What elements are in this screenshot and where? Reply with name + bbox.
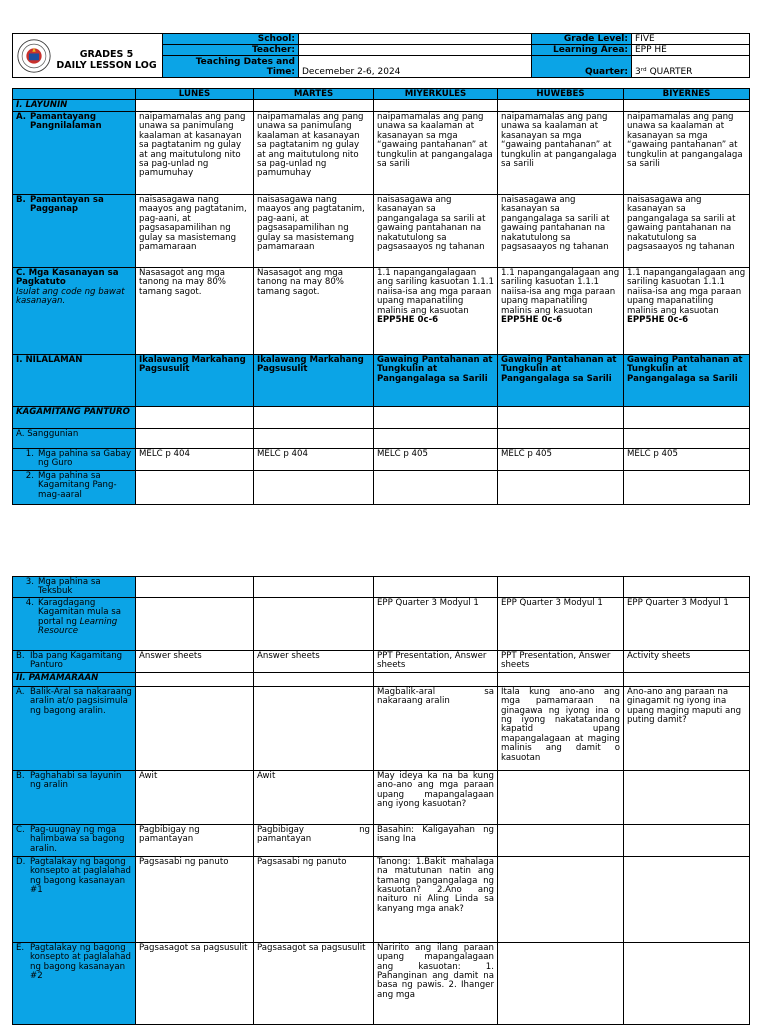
pamantayan-sa-pagganap-row bbox=[13, 195, 750, 268]
teksbuk-row bbox=[13, 577, 750, 598]
table-cell: May ideya ka na ba kung ano-ano ang mga paraan upang mapangalagaan ang iyong kasuotan? bbox=[374, 770, 498, 824]
pamantayan-sa-pagganap-label: B. Pamantayan sa Pagganap bbox=[13, 195, 136, 268]
table-cell: Pagsasabi ng panuto bbox=[136, 856, 254, 942]
teacher-value[interactable] bbox=[299, 45, 532, 56]
iba-pang-kagamitan-label: B. Iba pang Kagamitang Panturo bbox=[13, 650, 136, 672]
pagtalakay-2-label: E. Pagtalakay ng bagong konsepto at paglalahad ng bagong kasanayan #2 bbox=[13, 942, 136, 1024]
sanggunian-label: A. Sanggunian bbox=[13, 429, 136, 449]
karagdagang-kagamitan-label: 4. Karagdagang Kagamitan mula sa portal ng Learning Resource bbox=[13, 597, 136, 650]
table-cell: Pagsasabi ng panuto bbox=[254, 856, 374, 942]
table-cell: naipamamalas ang pang unawa sa panimulang kaalaman at kasanayan sa pagtatanim ng gulay at ang maitutulong nito sa pag-unlad ng pamumuhay bbox=[254, 112, 374, 195]
pamantayang-pangnilalaman-label: A. Pamantayang Pangnilalaman bbox=[13, 112, 136, 195]
table-cell: MELC p 405 bbox=[498, 449, 624, 471]
table-cell: naipamamalas ang pang unawa sa kaalaman at kasanayan sa mga “gawaing pantahanan” at tungkulin at pangangalaga sa sarili bbox=[624, 112, 750, 195]
table-cell: EPP Quarter 3 Modyul 1 bbox=[374, 597, 498, 650]
table-cell bbox=[136, 597, 254, 650]
table-cell: naipamamalas ang pang unawa sa kaalaman at kasanayan sa mga “gawaing pantahanan” at tungkulin at pangangalaga sa sarili bbox=[498, 112, 624, 195]
table-cell bbox=[498, 770, 624, 824]
table-cell: Ikalawang Markahang Pagsusulit bbox=[254, 355, 374, 407]
table-cell: 1.1 napangangalagaan ang sariling kasuotan 1.1.1 naiisa-isa ang mga paraan upang mapanatiling malinis ang kasuotan EPP5HE 0c-6 bbox=[374, 268, 498, 355]
kagamitan-heading: KAGAMITANG PANTURO bbox=[13, 407, 136, 429]
dates-value[interactable]: Decemeber 2-6, 2024 bbox=[299, 56, 532, 78]
table-cell: Basahin: Kaligayahan ng isang Ina bbox=[374, 824, 498, 856]
table-cell: MELC p 405 bbox=[624, 449, 750, 471]
table-cell: Answer sheets bbox=[254, 650, 374, 672]
kagamitang-mag-aaral-row bbox=[13, 471, 750, 505]
table-cell: naisasagawa ang kasanayan sa pangangalaga sa sarili at gawaing pantahanan na nakatutulong sa pagsasaayos ng tahanan bbox=[374, 195, 498, 268]
table-cell: Nasasagot ang mga tanong na may 80% tamang sagot. bbox=[136, 268, 254, 355]
table-cell: naisasagawa nang maayos ang pagtatanim, pag-aani, at pagsasapamilihan ng gulay sa masistemang pamamaraan bbox=[254, 195, 374, 268]
day-header-huwebes: HUWEBES bbox=[498, 89, 624, 100]
table-cell: Pagsasagot sa pagsusulit bbox=[254, 942, 374, 1024]
table-cell: Pagsasagot sa pagsusulit bbox=[136, 942, 254, 1024]
table-cell: Naririto ang ilang paraan upang mapangalagaan ang kasuotan: 1. Pahanginan ang damit na basa ng pawis. 2. Ihanger ang mga bbox=[374, 942, 498, 1024]
table-cell: Gawaing Pantahanan at Tungkulin at Pangangalaga sa Sarili bbox=[498, 355, 624, 407]
grade-level-value[interactable]: FIVE bbox=[632, 34, 750, 45]
table-cell bbox=[624, 942, 750, 1024]
karagdagang-kagamitan-row bbox=[13, 597, 750, 650]
table-cell: Awit bbox=[254, 770, 374, 824]
school-label: School: bbox=[163, 34, 299, 45]
table-cell: MELC p 404 bbox=[136, 449, 254, 471]
kasanayan-row bbox=[13, 268, 750, 355]
table-cell bbox=[254, 597, 374, 650]
header-logo-cell bbox=[13, 34, 163, 78]
day-header-lunes: LUNES bbox=[136, 89, 254, 100]
table-cell bbox=[498, 824, 624, 856]
log-title: DAILY LESSON LOG bbox=[56, 59, 157, 71]
table-cell bbox=[498, 856, 624, 942]
pagtalakay-1-label: D. Pagtalakay ng bagong konsepto at paglalahad ng bagong kasanayan #1 bbox=[13, 856, 136, 942]
table-cell: Pagbibigay ng pamantayan bbox=[254, 824, 374, 856]
competency-code: EPP5HE 0c-6 bbox=[627, 315, 689, 326]
day-header-martes: MARTES bbox=[254, 89, 374, 100]
table-cell: Tanong: 1.Bakit mahalaga na matutunan natin ang tamang pangangalaga ng kasuotan? 2.Ano ang naituro ni Aling Linda sa kanyang mga anak? bbox=[374, 856, 498, 942]
table-cell: Nasasagot ang mga tanong na may 80% tamang sagot. bbox=[254, 268, 374, 355]
table-cell: Ikalawang Markahang Pagsusulit bbox=[136, 355, 254, 407]
table-cell: Gawaing Pantahanan at Tungkulin at Pangangalaga sa Sarili bbox=[624, 355, 750, 407]
layunin-row bbox=[13, 100, 750, 112]
table-cell: naisasagawa nang maayos ang pagtatanim, pag-aani, at pagsasapamilihan ng gulay sa masistemang pamamaraan bbox=[136, 195, 254, 268]
table-cell: Ano-ano ang paraan na ginagamit ng iyong ina upang maging maputi ang puting damit? bbox=[624, 686, 750, 770]
grade-level-label: Grade Level: bbox=[532, 34, 632, 45]
lesson-table-part1 bbox=[12, 88, 750, 505]
kagamitang-mag-aaral-label: 2. Mga pahina sa Kagamitang Pang-mag-aaral bbox=[13, 471, 136, 505]
lesson-table-part2 bbox=[12, 576, 750, 1025]
table-cell bbox=[624, 770, 750, 824]
table-cell: naisasagawa ang kasanayan sa pangangalaga sa sarili at gawaing pantahanan na nakatutulong sa pagsasaayos ng tahanan bbox=[498, 195, 624, 268]
table-cell: Pagbibigay ng pamantayan bbox=[136, 824, 254, 856]
quarter-value[interactable]: 3ʳᵈ QUARTER bbox=[632, 56, 750, 78]
table-cell bbox=[624, 856, 750, 942]
balik-aral-label: A. Balik-Aral sa nakaraang aralin at/o pagsisimula ng bagong aralin. bbox=[13, 686, 136, 770]
table-cell: naipamamalas ang pang unawa sa kaalaman at kasanayan sa mga “gawaing pantahanan” at tungkulin at pangangalaga sa sarili bbox=[374, 112, 498, 195]
school-value[interactable] bbox=[299, 34, 532, 45]
balik-aral-row bbox=[13, 686, 750, 770]
teacher-label: Teacher: bbox=[163, 45, 299, 56]
iba-pang-kagamitan-row bbox=[13, 650, 750, 672]
pamamaraan-row bbox=[13, 672, 750, 686]
pag-uugnay-row bbox=[13, 824, 750, 856]
table-cell: EPP Quarter 3 Modyul 1 bbox=[498, 597, 624, 650]
table-cell: Awit bbox=[136, 770, 254, 824]
sanggunian-row bbox=[13, 429, 750, 449]
dates-label: Teaching Dates and Time: bbox=[163, 56, 299, 78]
layunin-heading: I. LAYUNIN bbox=[13, 100, 136, 112]
table-cell: naisasagawa ang kasanayan sa pangangalaga sa sarili at gawaing pantahanan na nakatutulong sa pagsasaayos ng tahanan bbox=[624, 195, 750, 268]
gabay-guro-row bbox=[13, 449, 750, 471]
grade-title: GRADES 5 bbox=[79, 48, 134, 60]
table-cell bbox=[624, 824, 750, 856]
table-cell: naipamamalas ang pang unawa sa panimulang kaalaman at kasanayan sa pagtatanim ng gulay at ang maitutulong nito sa pag-unlad ng pamumuhay bbox=[136, 112, 254, 195]
table-cell: MELC p 405 bbox=[374, 449, 498, 471]
paghahabi-label: B. Paghahabi sa layunin ng aralin bbox=[13, 770, 136, 824]
header-table bbox=[12, 33, 750, 78]
competency-code: EPP5HE 0c-6 bbox=[501, 315, 563, 326]
table-cell bbox=[136, 686, 254, 770]
table-cell: Itala kung ano-ano ang mga pamamaraan na ginagawa ng iyong ina o ng iyong nakatatandang kapatid upang mapangalagaan at maging malinis ang damit o kasuotan bbox=[498, 686, 624, 770]
pagtalakay-2-row bbox=[13, 942, 750, 1024]
pamantayang-pangnilalaman-row bbox=[13, 112, 750, 195]
kasanayan-label: C. Mga Kasanayan sa Pagkatuto Isulat ang code ng bawat kasanayan. bbox=[13, 268, 136, 355]
kagamitan-row bbox=[13, 407, 750, 429]
competency-code: EPP5HE 0c-6 bbox=[377, 315, 439, 326]
table-cell: PPT Presentation, Answer sheets bbox=[374, 650, 498, 672]
table-cell: PPT Presentation, Answer sheets bbox=[498, 650, 624, 672]
pamamaraan-heading: II. PAMAMARAAN bbox=[13, 672, 136, 686]
table-cell: 1.1 napangangalagaan ang sariling kasuotan 1.1.1 naiisa-isa ang mga paraan upang mapanatiling malinis ang kasuotan EPP5HE 0c-6 bbox=[624, 268, 750, 355]
learning-area-label: Learning Area: bbox=[532, 45, 632, 56]
table-cell: 1.1 napangangalagaan ang sariling kasuotan 1.1.1 naiisa-isa ang mga paraan upang mapanatiling malinis ang kasuotan EPP5HE 0c-6 bbox=[498, 268, 624, 355]
gabay-guro-label: 1. Mga pahina sa Gabay ng Guro bbox=[13, 449, 136, 471]
quarter-label: Quarter: bbox=[532, 56, 632, 78]
day-header-miyerkules: MIYERKULES bbox=[374, 89, 498, 100]
paghahabi-row bbox=[13, 770, 750, 824]
learning-area-value[interactable]: EPP HE bbox=[632, 45, 750, 56]
deped-seal-icon bbox=[17, 39, 51, 73]
nilalaman-row bbox=[13, 355, 750, 407]
corner-cell bbox=[13, 89, 136, 100]
table-cell: Magbalik-aral sa nakaraang aralin bbox=[374, 686, 498, 770]
pagtalakay-1-row bbox=[13, 856, 750, 942]
nilalaman-heading: I. NILALAMAN bbox=[13, 355, 136, 407]
pag-uugnay-label: C. Pag-uugnay ng mga halimbawa sa bagong aralin. bbox=[13, 824, 136, 856]
table-cell bbox=[254, 686, 374, 770]
table-cell: Activity sheets bbox=[624, 650, 750, 672]
table-cell: EPP Quarter 3 Modyul 1 bbox=[624, 597, 750, 650]
table-cell: MELC p 404 bbox=[254, 449, 374, 471]
day-header-biyernes: BIYERNES bbox=[624, 89, 750, 100]
table-cell: Answer sheets bbox=[136, 650, 254, 672]
teksbuk-label: 3. Mga pahina sa Teksbuk bbox=[13, 577, 136, 598]
day-header-row bbox=[13, 89, 750, 100]
table-cell bbox=[498, 942, 624, 1024]
table-cell: Gawaing Pantahanan at Tungkulin at Pangangalaga sa Sarili bbox=[374, 355, 498, 407]
